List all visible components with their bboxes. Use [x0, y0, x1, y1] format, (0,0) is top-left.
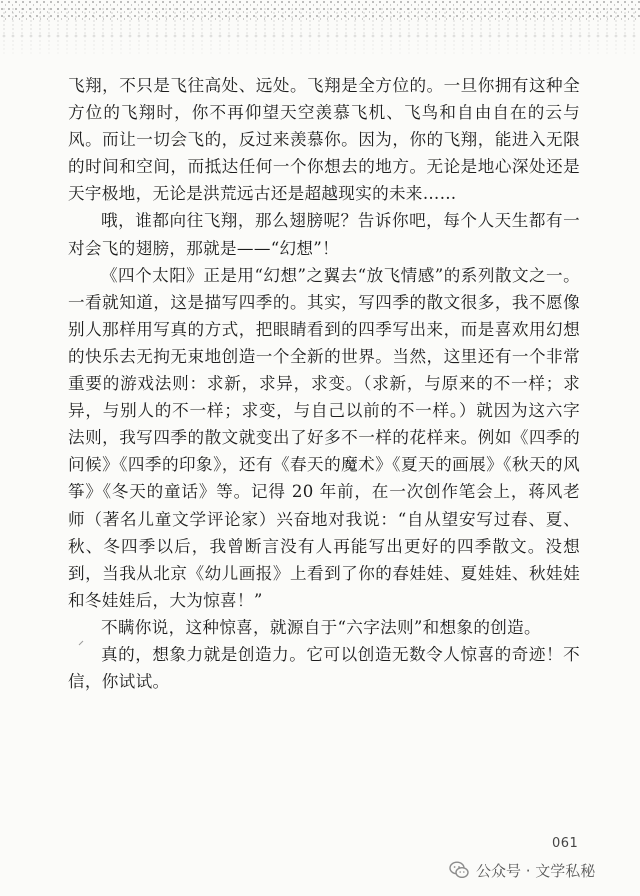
paragraph-4: 不瞒你说，这种惊喜，就源自于“六字法则”和想象的创造。: [101, 617, 541, 637]
paragraph-3: 《四个太阳》正是用“幻想”之翼去“放飞情感”的系列散文之一。一看就知道，这是描写四季的。其实，写四季的散文很多，我不愿像别人那样用写真的方式，把眼睛看到的四季写出来，而是喜欢用幻想的快乐去无拘无束地创造一个全新的世界。当然，这里还有一个非常重要的游戏法则：求新，求异，求变。（求新，与原来的不一样；求异，与别人的不一样；求变，与自己以前的不一样。）就因为这六字法则，我写四季的散文就变出了好多不一样的花样来。例如《四季的问候》《四季的印象》，还有《春天的魔术》《夏天的画展》《秋天的风筝》《冬天的童话》等。记得 20 年前，在一次创作笔会上，蒋风老师（著名儿童文学评论家）兴奋地对我说：“自从望安写过春、夏、秋、冬四季以后，我曾断言没有人再能写出更好的四季散文。没想到，当我从北京《幼儿画报》上看到了你的春娃娃、夏娃娃、秋娃娃和冬娃娃后，大为惊喜！”: [68, 265, 580, 610]
article-body: [68, 72, 580, 695]
paragraph-2: 哦，谁都向往飞翔，那么翅膀呢？告诉你吧，每个人天生都有一对会飞的翅膀，那就是——“幻想”！: [68, 211, 580, 258]
page-number: 061: [552, 836, 579, 851]
header-pattern: [0, 0, 640, 64]
stray-ink-mark: [78, 640, 84, 646]
decorative-header-border: [0, 0, 640, 64]
account-watermark: [448, 858, 595, 882]
watermark-label: 公众号 · 文学私秘: [476, 861, 596, 880]
wechat-icon: [448, 859, 470, 881]
paragraph-5: 真的，想象力就是创造力。它可以创造无数令人惊喜的奇迹！不信，你试试。: [68, 644, 580, 692]
paragraph-1: 飞翔，不只是飞往高处、远处。飞翔是全方位的。一旦你拥有这种全方位的飞翔时，你不再仰望天空羡慕飞机、飞鸟和自由自在的云与风。而让一切会飞的，反过来羡慕你。因为，你的飞翔，能进入无限的时间和空间，而抵达任何一个你想去的地方。无论是地心深处还是天宇极地，无论是洪荒远古还是超越现实的未来……: [68, 76, 580, 204]
